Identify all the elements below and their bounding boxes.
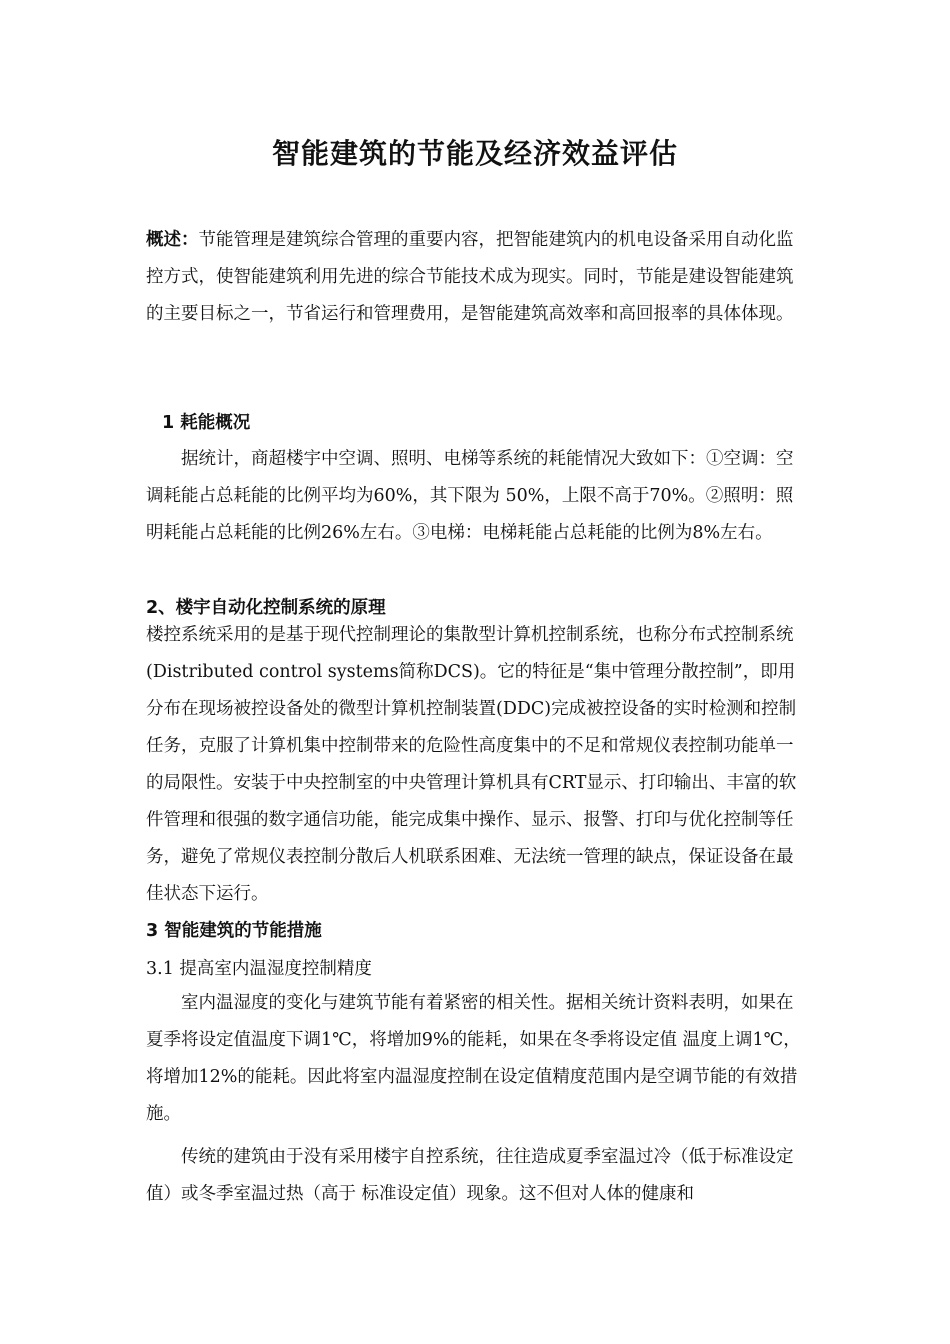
abstract-label: 概述：: [146, 230, 199, 250]
section-3-1-body: [146, 985, 806, 1213]
section-1-paragraph: 据统计，商超楼宇中空调、照明、电梯等系统的耗能情况大致如下：①空调：空调耗能占总耗能的比例平均为60%，其下限为 50%，上限不高于70%。②照明：照明耗能占总耗能的比例26%左右。③电梯：电梯耗能占总耗能的比例为8%左右。: [146, 449, 794, 543]
section-3-1-paragraph-2: 传统的建筑由于没有采用楼宇自控系统，往往造成夏季室温过冷（低于标准设定值）或冬季室温过热（高于 标准设定值）现象。这不但对人体的健康和: [146, 1147, 794, 1204]
section-3-1-paragraph-1: 室内温湿度的变化与建筑节能有着紧密的相关性。据相关统计资料表明，如果在夏季将设定值温度下调1℃，将增加9%的能耗，如果在冬季将设定值 温度上调1℃，将增加12%的能耗。因此将室内温湿度控制在设定值精度范围内是空调节能的有效措施。: [146, 993, 801, 1124]
section-3-heading: 3 智能建筑的节能措施: [146, 921, 322, 941]
section-2-paragraph: 楼控系统采用的是基于现代控制理论的集散型计算机控制系统，也称分布式控制系统(Distributed control systems简称DCS)。它的特征是“集中管理分散控制”，即用分布在现场被控设备处的微型计算机控制装置(DDC)完成被控设备的实时检测和控制任务，克服了计算机集中控制带来的危险性高度集中的不足和常规仪表控制功能单一的局限性。安装于中央控制室的中央管理计算机具有CRT显示、打印输出、丰富的软件管理和很强的数字通信功能，能完成集中操作、显示、报警、打印与优化控制等任务，避免了常规仪表控制分散后人机联系困难、无法统一管理的缺点，保证设备在最佳状态下运行。: [146, 625, 797, 904]
section-1-body: [146, 441, 806, 552]
section-2-heading: 2、楼宇自动化控制系统的原理: [146, 598, 386, 618]
section-1-heading: 1 耗能概况: [162, 413, 251, 433]
abstract-paragraph: [146, 222, 806, 333]
section-3-1-heading: 3.1 提高室内温湿度控制精度: [146, 959, 372, 979]
document-title: 智能建筑的节能及经济效益评估: [271, 137, 678, 170]
abstract-text: 节能管理是建筑综合管理的重要内容，把智能建筑内的机电设备采用自动化监控方式，使智能建筑利用先进的综合节能技术成为现实。同时，节能是建设智能建筑的主要目标之一，节省运行和管理费用，是智能建筑高效率和高回报率的具体体现。: [146, 230, 794, 324]
section-2-body: [146, 617, 806, 913]
